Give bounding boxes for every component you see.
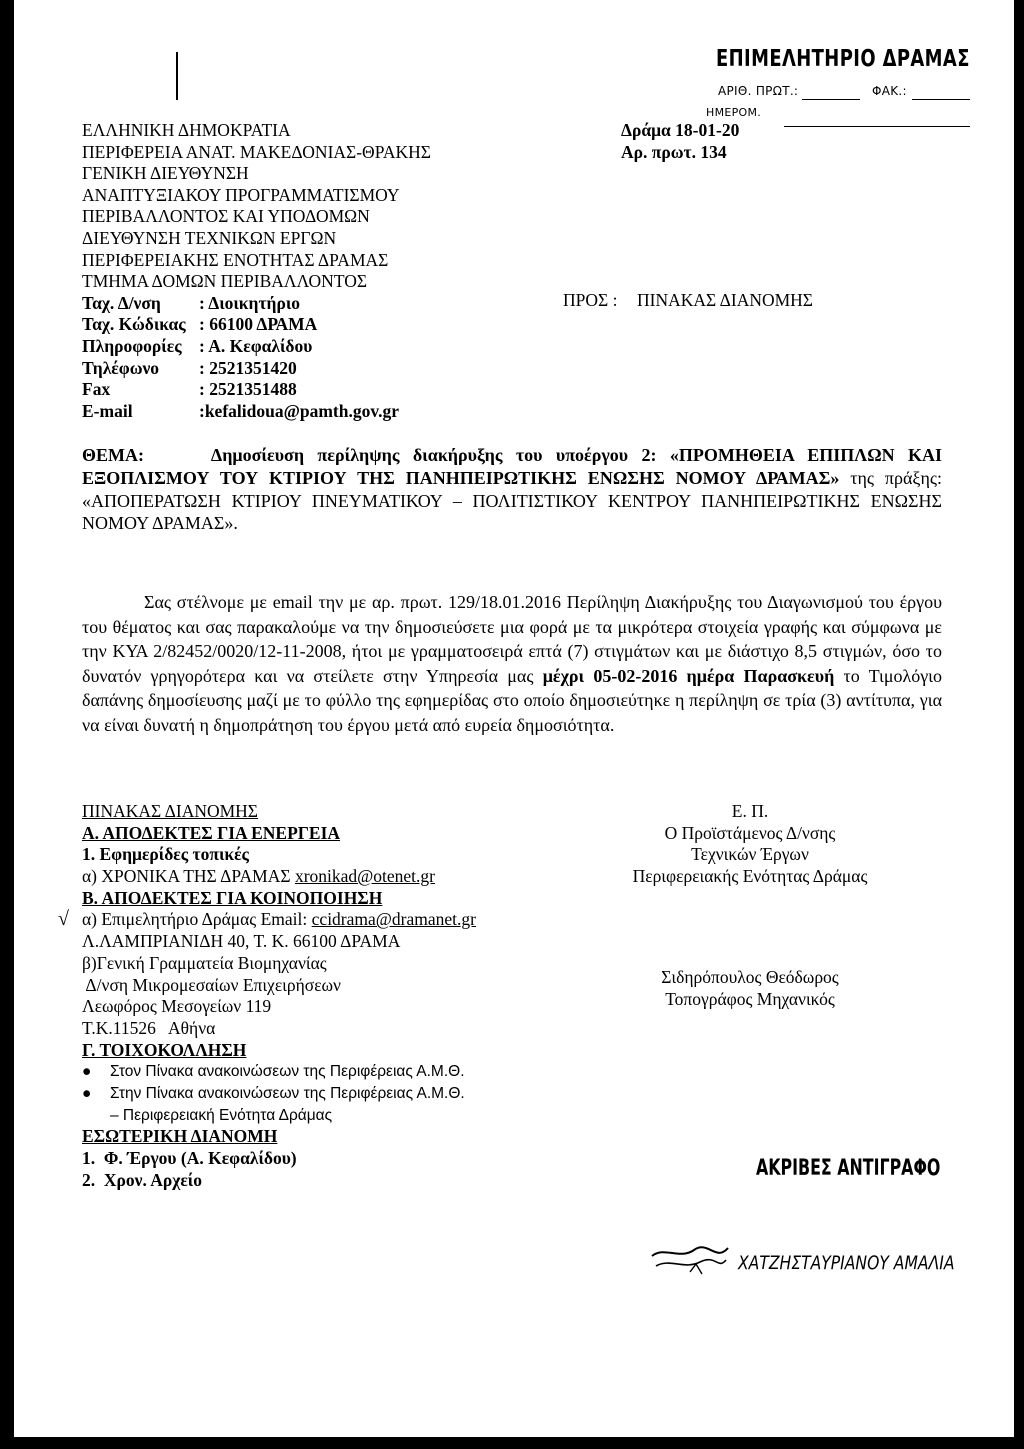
section-c-title: Γ. ΤΟΙΧΟΚΟΛΛΗΣΗ	[82, 1039, 247, 1060]
subject-title: Δημοσίευση περίληψης διακήρυξης του υποέργου 2: «ΠΡΟΜΗΘΕΙΑ ΕΠΙΠΛΩΝ ΚΑΙ ΕΞΟΠΛΙΣΜΟΥ ΤΟΥ ΚΤΙΡΙΟΥ ΤΗΣ ΠΑΝΗΠΕΙΡΩΤΙΚΗΣ ΕΝΩΣΗΣ ΝΟΜΟΥ ΔΡΑΜΑΣ»	[82, 445, 943, 488]
bullet-dot: ●	[82, 1084, 92, 1102]
stamp-title: ΕΠΙΜΕΛΗΤΗΡΙΟ ΔΡΑΜΑΣ	[716, 46, 970, 72]
section-a1-title: 1. Εφημερίδες τοπικές	[82, 844, 249, 865]
sender-line: ΠΕΡΙΦΕΡΕΙΑΚΗΣ ΕΝΟΤΗΤΑΣ ΔΡΑΜΑΣ	[82, 249, 389, 270]
sender-line: ΤΜΗΜΑ ΔΟΜΩΝ ΠΕΡΙΒΑΛΛΟΝΤΟΣ	[82, 271, 368, 292]
recipient-line: β)Γενική Γραμματεία Βιομηχανίας	[82, 952, 327, 973]
stamp-fak-line	[912, 99, 970, 100]
recipient-value: ΠΙΝΑΚΑΣ ΔΙΑΝΟΜΗΣ	[637, 290, 813, 310]
recipient-address: Λ.ΛΑΜΠΡΙΑΝΙΔΗ 40, Τ. Κ. 66100 ΔΡΑΜΑ	[82, 931, 401, 952]
contact-label: Fax	[82, 379, 111, 400]
certifier-name: ΧΑΤΖΗΣΤΑΥΡΙΑΝΟΥ ΑΜΑΛΙΑ	[738, 1252, 955, 1274]
sender-line: ΔΙΕΥΘΥΝΣΗ ΤΕΧΝΙΚΩΝ ΕΡΓΩΝ	[82, 227, 337, 248]
email-link[interactable]: ccidrama@dramanet.gr	[311, 909, 476, 930]
body-part1: Σας στέλνομε με email την με αρ. πρωτ.	[144, 592, 449, 612]
subject-rest: της πράξης: «ΑΠΟΠΕΡΑΤΩΣΗ ΚΤΙΡΙΟΥ ΠΝΕΥΜΑΤΙΚΟΥ – ΠΟΛΙΤΙΣΤΙΚΟΥ ΚΕΝΤΡΟΥ ΠΑΝΗΠΕΙΡΩΤΙΚΗΣ ΕΝΩΣΗΣ ΝΟΜΟΥ ΔΡΑΜΑΣ».	[82, 467, 942, 534]
bullet-text: Στην Πίνακα ανακοινώσεων της Περιφέρειας Α.Μ.Θ.	[110, 1084, 465, 1102]
contact-value: :kefalidoua@pamth.gov.gr	[199, 400, 400, 421]
signature-block	[580, 801, 920, 888]
bullet-item	[82, 1061, 476, 1083]
scan-edge-left	[0, 0, 14, 1449]
signature-line: Τεχνικών Έργων	[691, 844, 809, 865]
stamp-arith-label: ΑΡΙΘ. ΠΡΩΤ.:	[718, 84, 799, 98]
internal-item: 1. Φ. Έργου (Α. Κεφαλίδου)	[82, 1148, 297, 1168]
scan-mark	[176, 52, 178, 100]
contact-value: : 2521351488	[199, 379, 297, 400]
body-part2: Περίληψη Διακήρυξης του Διαγωνισμού του έργου του θέματος και σας παρακαλούμε να την δημοσιεύσετε μια φορά με τα μικρότερα στοιχεία γραφής και σύμφωνα με την ΚΥΑ 2/82452/0020/12-11-2008, ήτοι με γραμματοσειρά επτά (7) στιγμάτων και με διάστιχο 8,5 στιγμών, όσο το δυνατόν γρηγορότερα και να στείλετε στην Υπηρεσία μας	[82, 592, 943, 686]
recipient-line: Δ/νση Μικρομεσαίων Επιχειρήσεων	[82, 974, 341, 995]
stamp-fak-label: ΦΑΚ.:	[872, 84, 907, 98]
signature-line: Ε. Π.	[731, 801, 769, 821]
contact-value: : 2521351420	[199, 357, 297, 378]
internal-item: 2. Χρον. Αρχείο	[82, 1169, 202, 1190]
body-protocol-ref: 129/18.01.2016	[448, 592, 562, 612]
stamp-date-label: ΗΜΕΡΟΜ.	[706, 106, 762, 119]
contact-row	[82, 314, 431, 336]
sender-block	[82, 120, 431, 422]
sender-line: ΕΛΛΗΝΙΚΗ ΔΗΜΟΚΡΑΤΙΑ	[82, 120, 291, 140]
recipient-name: α) Επιμελητήριο Δράμας Email:	[82, 909, 312, 930]
distribution-list	[58, 801, 476, 1191]
contact-label: E-mail	[82, 400, 133, 421]
stamp-date-line	[784, 126, 970, 127]
contact-value: : Α. Κεφαλίδου	[199, 335, 313, 356]
contact-row	[82, 293, 431, 315]
internal-title: ΕΣΩΤΕΡΙΚΗ ΔΙΑΝΟΜΗ	[82, 1126, 278, 1147]
bullet-text: Στον Πίνακα ανακοινώσεων της Περιφέρειας Α.Μ.Θ.	[110, 1063, 465, 1081]
contact-row	[82, 379, 431, 401]
recipient-name: α) ΧΡΟΝΙΚΑ ΤΗΣ ΔΡΑΜΑΣ	[82, 866, 295, 887]
contact-row	[82, 358, 431, 380]
sender-line: ΓΕΝΙΚΗ ΔΙΕΥΘΥΝΣΗ	[82, 163, 249, 184]
sender-line: ΠΕΡΙΒΑΛΛΟΝΤΟΣ ΚΑΙ ΥΠΟΔΟΜΩΝ	[82, 206, 370, 227]
subject-paragraph	[82, 444, 942, 535]
recipient-label: ΠΡΟΣ :	[563, 290, 618, 310]
bullet-item	[82, 1083, 476, 1105]
bullet-dot: ●	[82, 1063, 92, 1081]
contact-label: Πληροφορίες	[82, 335, 182, 356]
contact-label: Τηλέφωνο	[82, 357, 160, 378]
stamp-arith-line	[802, 99, 860, 100]
check-mark: √	[58, 908, 69, 931]
section-a-title: Α. ΑΠΟΔΕΚΤΕΣ ΓΙΑ ΕΝΕΡΓΕΙΑ	[82, 822, 341, 843]
contact-label: Ταχ. Δ/νση	[82, 292, 161, 313]
contact-label: Ταχ. Κώδικας	[82, 314, 186, 335]
recipient-line: Τ.Κ.11526 Αθήνα	[82, 1017, 216, 1038]
sender-line: ΑΝΑΠΤΥΞΙΑΚΟΥ ΠΡΟΓΡΑΜΜΑΤΙΣΜΟΥ	[82, 184, 400, 205]
scan-edge-bottom	[0, 1437, 1024, 1449]
email-link[interactable]: xronikad@otenet.gr	[294, 866, 435, 887]
signature-line: Περιφερειακής Ενότητας Δράμας	[632, 866, 868, 887]
recipient-line: Λεωφόρος Μεσογείων 119	[82, 996, 272, 1017]
handwritten-signature	[650, 1240, 730, 1284]
contact-value: : Διοικητήριο	[199, 292, 301, 313]
body-paragraph	[82, 590, 942, 738]
signatory-title: Τοπογράφος Μηχανικός	[665, 988, 835, 1009]
scan-edge-right	[1014, 0, 1024, 1449]
distribution-title: ΠΙΝΑΚΑΣ ΔΙΑΝΟΜΗΣ	[82, 801, 258, 821]
signatory-block	[580, 967, 920, 1010]
sender-line: ΠΕΡΙΦΕΡΕΙΑ ΑΝΑΤ. ΜΑΚΕΔΟΝΙΑΣ-ΘΡΑΚΗΣ	[82, 141, 431, 162]
recipient-item	[82, 866, 476, 888]
bullet-sub: – Περιφερειακή Ενότητα Δράμας	[110, 1106, 333, 1124]
section-b-title: Β. ΑΠΟΔΕΚΤΕΣ ΓΙΑ ΚΟΙΝΟΠΟΙΗΣΗ	[82, 887, 383, 908]
contact-value: : 66100 ΔΡΑΜΑ	[199, 314, 318, 335]
signatory-name: Σιδηρόπουλος Θεόδωρος	[661, 967, 839, 987]
place-date: Δράμα 18-01-20	[621, 120, 740, 140]
protocol-number: Αρ. πρωτ. 134	[621, 142, 727, 162]
body-deadline: μέχρι 05-02-2016 ημέρα Παρασκευή	[542, 665, 835, 686]
certified-copy-stamp: ΑΚΡΙΒΕΣ ΑΝΤΙΓΡΑΦΟ	[756, 1156, 941, 1181]
recipient-item	[58, 909, 476, 931]
body-part3: το Τιμολόγιο δαπάνης δημοσίευσης μαζί με το φύλλο της εφημερίδας στο οποίο δημοσιεύτηκε η περίληψη σε τρία (3) αντίτυπα, για να είναι δυνατή η δημοπράτηση του έργου μετά από ευρεία δημοσιότητα.	[82, 665, 942, 735]
contact-row	[82, 401, 431, 423]
subject-label: ΘΕΜΑ:	[82, 445, 144, 465]
contact-row	[82, 336, 431, 358]
signature-line: Ο Προϊστάμενος Δ/νσης	[664, 822, 836, 843]
